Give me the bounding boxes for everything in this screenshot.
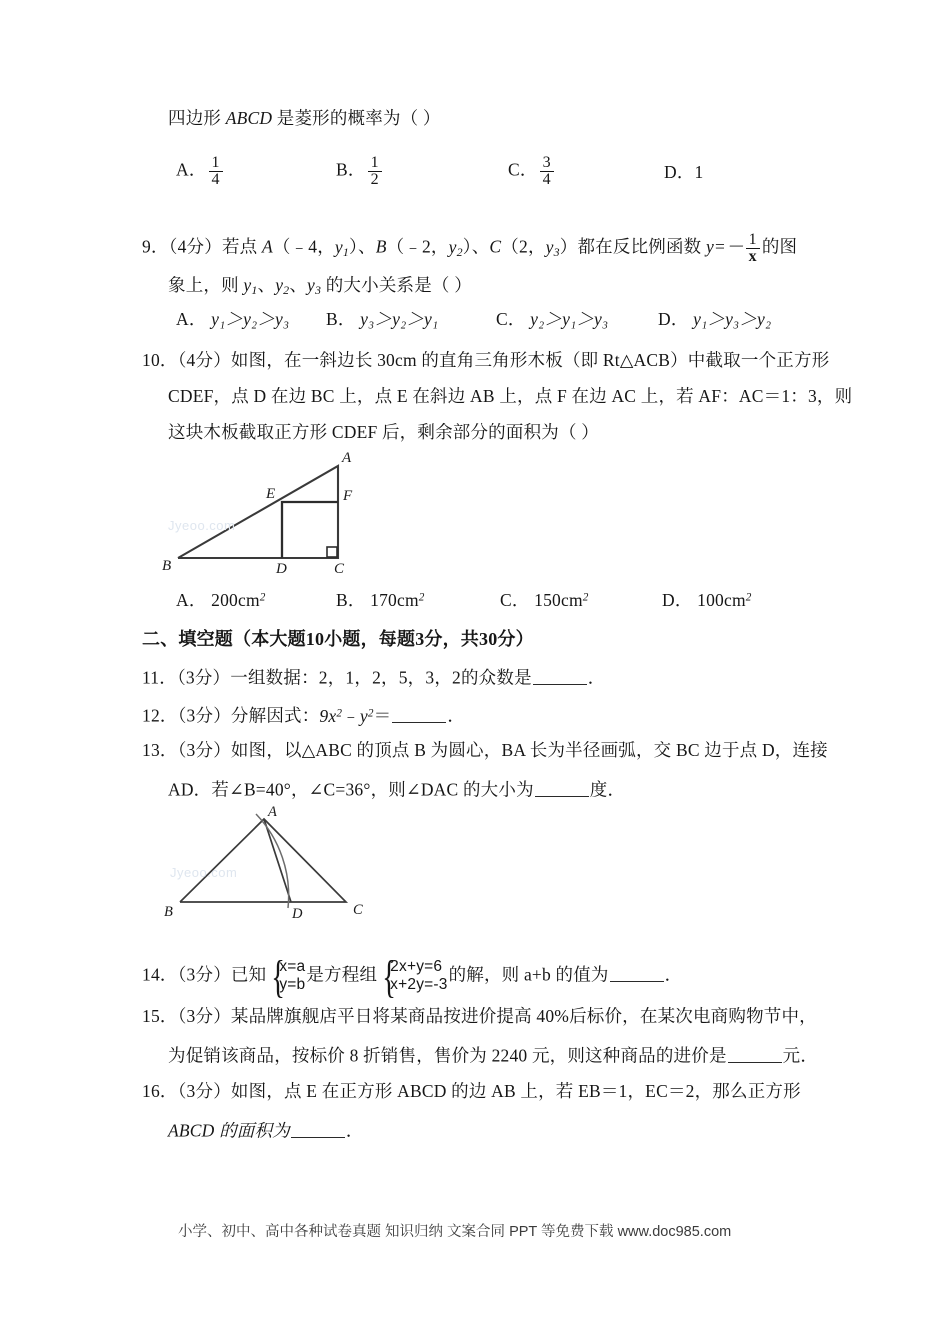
q13-score: （3分）: [177, 740, 231, 760]
q15-stem-line-1: [142, 1008, 817, 1026]
q10-line3-text: 这块木板截取正方形 CDEF 后，剩余部分的面积为（ ）: [168, 422, 599, 442]
q8-option-a-label: A．: [176, 159, 207, 180]
q9-stem-line-2: 象上，则 $y_1$、$y_2$、$y_3$ 的大小关系是（ ）: [168, 275, 472, 297]
q9-line2-suffix: 的大小关系是（ ）: [321, 275, 472, 295]
fraction-numerator: 1: [370, 154, 379, 171]
q10-option-c-value: $150cm^2$: [534, 590, 589, 610]
q13-stem-line-1: [142, 742, 828, 760]
q11-text: 一组数据：2，1，2，5，3，2的众数是: [230, 667, 532, 688]
q9-function-prefix: y=－: [705, 236, 744, 257]
q10-option-c[interactable]: [500, 592, 589, 610]
fraction-denominator: 4: [540, 171, 554, 188]
fraction-numerator: 3: [542, 154, 551, 171]
q9-option-b[interactable]: [326, 311, 438, 329]
q9-option-d-value: y₁＞y₃＞y₂: [693, 309, 772, 329]
q9-option-b-value: y₃＞y₂＞y₁: [360, 309, 439, 329]
q12-score: （3分）: [177, 705, 231, 726]
q10-figure: [160, 446, 390, 574]
q8-option-c[interactable]: [508, 155, 556, 189]
var-y2: $y_2$: [448, 236, 463, 259]
q10-stem-line-3: [168, 424, 599, 442]
fraction-numerator: 1: [211, 154, 220, 171]
q13-number: 13．: [142, 740, 178, 760]
svg-text:D: D: [276, 561, 287, 574]
q14-system-unknowns: [267, 950, 306, 1002]
var-y2: $y_2$: [275, 275, 290, 297]
q14-sys2-row1: 2x+y=6: [390, 958, 443, 975]
fraction-denominator: x: [746, 248, 760, 265]
q12-expr-eq: ＝: [373, 705, 392, 726]
fraction-one-quarter: [209, 155, 223, 189]
q15-stem-line-2: [168, 1045, 818, 1065]
q16-answer-blank[interactable]: [291, 1120, 345, 1138]
q9-text-c: ）、: [349, 236, 376, 257]
q9-option-a-label: A．: [176, 309, 207, 329]
svg-text:E: E: [266, 486, 276, 502]
q10-option-a[interactable]: [176, 592, 266, 610]
q12-expr-b: $y^2$: [359, 705, 374, 726]
left-brace-icon: {: [382, 950, 397, 1002]
var-y1: $y_1$: [334, 236, 350, 259]
q16-line2-tail: ．: [345, 1120, 364, 1141]
q16-score: （3分）: [177, 1081, 231, 1101]
q9-text-d: （﹣2，: [386, 236, 449, 257]
q8-stem-prefix: 四边形: [168, 108, 226, 128]
q15-line1-text: 某品牌旗舰店平日将某商品按进价提高 40%后标价，在某次电商购物节中，: [230, 1006, 817, 1026]
var-y3: $y_3$: [307, 275, 322, 297]
section-2-title: 二、填空题（本大题10小题，每题3分，共30分）: [142, 629, 534, 649]
q12-tail: ．: [447, 705, 466, 726]
q14-prefix: 已知: [230, 964, 267, 985]
svg-text:C: C: [334, 561, 345, 574]
q15-score: （3分）: [177, 1006, 231, 1026]
watermark-text: Jyeoo.com: [168, 518, 236, 533]
point-b: B: [375, 236, 387, 257]
q9-score: （4分）: [168, 236, 222, 257]
var-y3: $y_3$: [545, 236, 560, 259]
q14-sys2-row2: x+2y=-3: [390, 976, 448, 994]
q9-option-a[interactable]: [176, 311, 289, 329]
q8-option-c-label: C．: [508, 159, 538, 180]
q10-option-c-label: C．: [500, 590, 530, 610]
fraction-one-half: [368, 155, 382, 189]
q12-text: 分解因式：: [230, 705, 320, 726]
fraction-denominator: 4: [209, 171, 223, 188]
q9-text-f: （2，: [501, 236, 546, 257]
q9-option-c[interactable]: [496, 311, 608, 329]
q8-option-d[interactable]: [664, 164, 704, 182]
q14-number: 14．: [142, 964, 178, 985]
q9-text-b: （﹣4，: [272, 236, 335, 257]
q9-text-a: 若点: [221, 236, 262, 257]
q8-stem-suffix: 是菱形的概率为（ ）: [272, 108, 441, 128]
q10-option-b[interactable]: [336, 592, 425, 610]
q9-option-c-value: y₂＞y₁＞y₃: [530, 309, 609, 329]
q13-line1-text: 如图，以△ABC 的顶点 B 为圆心，BA 长为半径画弧，交 BC 边于点 D，连接: [230, 740, 828, 760]
q8-option-d-label: D．: [664, 162, 695, 182]
q9-option-a-value: y₁＞y₂＞y₃: [211, 309, 290, 329]
q11-tail: ．: [587, 667, 606, 688]
q12-number: 12．: [142, 705, 178, 726]
q10-option-b-label: B．: [336, 590, 366, 610]
q10-option-d-label: D．: [662, 590, 693, 610]
q8-option-b[interactable]: [336, 155, 384, 189]
q8-stem-italic: ABCD: [225, 108, 273, 128]
q14-system-equations: [378, 950, 448, 1002]
q16-number: 16．: [142, 1081, 178, 1101]
q9-option-d-label: D．: [658, 309, 689, 329]
q15-answer-blank[interactable]: [728, 1045, 782, 1063]
q13-line2-tail: 度．: [589, 779, 626, 800]
q10-number: 10．: [142, 350, 178, 370]
q14-score: （3分）: [177, 964, 231, 985]
q8-option-a[interactable]: [176, 155, 225, 189]
q9-number: 9．: [142, 236, 169, 257]
q13-answer-blank[interactable]: [535, 779, 589, 797]
q9-text-g: ）都在反比例函数: [559, 236, 706, 257]
svg-text:A: A: [342, 450, 352, 466]
q9-text-tail: 的图: [761, 236, 798, 257]
q11-score: （3分）: [176, 667, 231, 688]
q10-option-a-value: $200cm^2$: [211, 590, 266, 610]
q10-score: （4分）: [177, 350, 231, 370]
q8-option-d-value: 1: [694, 162, 704, 182]
q16-stem-line-1: [142, 1083, 801, 1101]
fraction-denominator: 2: [368, 171, 382, 188]
fraction-numerator: 1: [748, 231, 757, 248]
point-c: C: [489, 236, 502, 257]
q14-sys1-row2: y=b: [279, 976, 306, 994]
q10-option-a-label: A．: [176, 590, 207, 610]
fraction-three-quarters: [540, 155, 554, 189]
q13-stem-line-2: [168, 779, 625, 799]
q9-line2-prefix: 象上，则: [168, 275, 244, 295]
q14-suffix: 的解，则 a+b 的值为: [448, 964, 609, 985]
q16-line2-text: ABCD 的面积为: [168, 1120, 290, 1141]
q12-stem: [142, 705, 465, 725]
svg-text:C: C: [353, 902, 363, 918]
q9-option-d[interactable]: [658, 311, 771, 329]
q14-stem: [142, 950, 683, 1002]
q9-text-e: ）、: [462, 236, 490, 257]
q10-option-b-value: $170cm^2$: [370, 590, 425, 610]
q10-line2-text: CDEF，点 D 在边 BC 上，点 E 在斜边 AB 上，点 F 在边 AC 上，若 AF：AC＝1：3，则: [168, 386, 853, 406]
q16-line1-text: 如图，点 E 在正方形 ABCD 的边 AB 上，若 EB＝1，EC＝2，那么正方形: [230, 1081, 801, 1101]
triangle-with-arc-svg: [160, 803, 380, 923]
q9-stem-line-1: [142, 232, 797, 266]
q10-stem-line-1: [142, 352, 829, 370]
q11-number: 11．: [142, 667, 177, 688]
q13-line2-text: AD．若∠B=40°，∠C=36°，则∠DAC 的大小为: [168, 779, 534, 800]
q16-stem-line-2: [168, 1120, 364, 1140]
left-brace-icon: {: [271, 950, 286, 1002]
svg-text:B: B: [162, 558, 172, 574]
var-y1: $y_1$: [243, 275, 258, 297]
q10-option-d[interactable]: [662, 592, 752, 610]
point-a: A: [261, 236, 273, 257]
q11-answer-blank[interactable]: [533, 667, 587, 685]
q13-figure: [160, 803, 380, 923]
q11-stem: [142, 667, 605, 687]
q14-mid: 是方程组: [306, 964, 378, 985]
q14-answer-blank[interactable]: [610, 964, 664, 982]
q12-answer-blank[interactable]: [392, 705, 446, 723]
q15-number: 15．: [142, 1006, 178, 1026]
q9-option-b-label: B．: [326, 309, 356, 329]
q8-stem: [168, 110, 441, 128]
svg-text:B: B: [164, 904, 173, 920]
page-footer: 小学、初中、高中各种试卷真题 知识归纳 文案合同 PPT 等免费下载 www.doc985.com: [178, 1224, 732, 1240]
q15-line2-tail: 元．: [782, 1045, 819, 1066]
svg-text:A: A: [268, 804, 277, 820]
q10-line1-text: 如图，在一斜边长 30cm 的直角三角形木板（即 Rt△ACB）中截取一个正方形: [230, 350, 830, 370]
q10-stem-line-2: [168, 388, 852, 406]
q15-line2-text: 为促销该商品，按标价 8 折销售，售价为 2240 元，则这种商品的进价是: [168, 1045, 727, 1066]
q12-expr-a: $9x^2$: [319, 705, 343, 726]
q10-option-d-value: $100cm^2$: [697, 590, 752, 610]
q9-option-c-label: C．: [496, 309, 526, 329]
q12-expr-mid: ﹣: [342, 705, 360, 726]
svg-text:F: F: [343, 488, 353, 504]
right-triangle-inscribed-square-svg: [160, 446, 390, 574]
fraction-one-over-x: [746, 232, 760, 266]
q8-option-b-label: B．: [336, 159, 366, 180]
q14-sys1-row1: x=a: [279, 958, 306, 975]
q14-tail: ．: [664, 964, 683, 985]
watermark-text: Jyeoo.com: [170, 865, 238, 880]
svg-text:D: D: [292, 906, 303, 922]
